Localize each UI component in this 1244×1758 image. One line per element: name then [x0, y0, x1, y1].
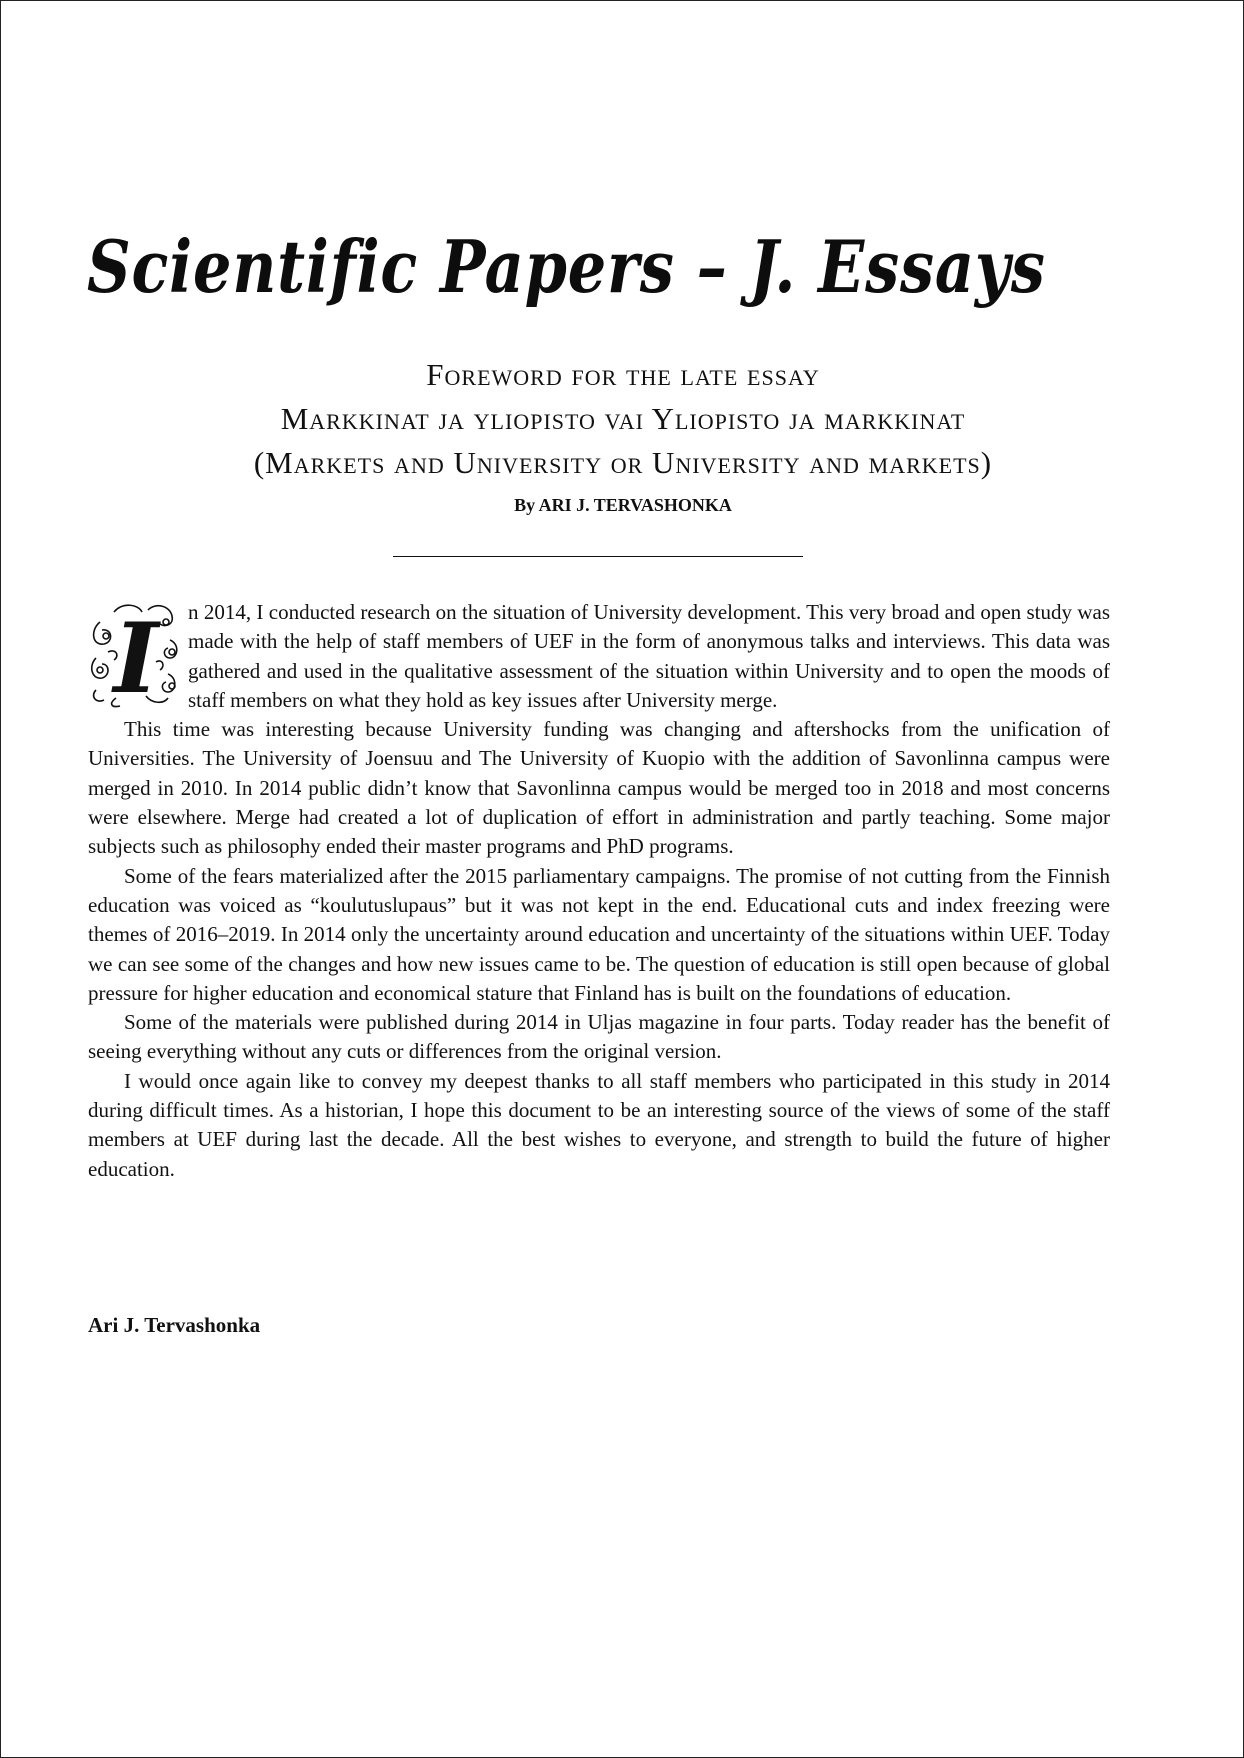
- author-signature: Ari J. Tervashonka: [88, 1313, 261, 1337]
- svg-text:I: I: [113, 602, 159, 708]
- paragraph-3: Some of the fears materialized after the 2015 parliamentary campaigns. The promise of not cutting from the Finnish education was voiced as “koulutuslupaus” but it was not kept in the end. Educational cuts and index freezing were themes of 2016–2019. In 2014 only the uncertainty around education and uncertainty of the situations within UEF. Today we can see some of the changes and how new issues came to be. The question of education is still open because of global pressure for higher education and economical stature that Finland has is built on the foundations of education.: [88, 863, 1110, 1005]
- paragraph-5: I would once again like to convey my deepest thanks to all staff members who participated in this study in 2014 during difficult times. As a historian, I hope this document to be an interesting source of the views of some of the staff members at UEF during last the decade. All the best wishes to everyone, and strength to build the future of higher education.: [88, 1068, 1110, 1181]
- ornamental-dropcap-icon: [86, 600, 182, 708]
- journal-title: Scientific Papers – J. Essays: [87, 224, 1046, 309]
- heading-line-1: Foreword for the late essay: [426, 357, 820, 392]
- heading-divider: [393, 556, 803, 557]
- paragraph-4: Some of the materials were published during 2014 in Uljas magazine in four parts. Today reader has the benefit of seeing everything without any cuts or differences from the original version.: [88, 1010, 1110, 1064]
- heading-line-3: (Markets and University or University and markets): [253, 445, 993, 480]
- paragraph-1-text: n 2014, I conducted research on the situation of University development. This very broad and open study was made with the help of staff members of UEF in the form of anonymous talks and interviews. This data was gathered and used in the qualitative assessment of the situation within University and to open the moods of staff members on what they hold as key issues after University merge.: [188, 600, 1110, 712]
- paragraph-1: [88, 598, 1110, 715]
- byline: By ARI J. TERVASHONKA: [514, 495, 732, 515]
- paragraph-2: This time was interesting because University funding was changing and aftershocks from the unification of Universities. The University of Joensuu and The University of Kuopio with the addition of Savonlinna campus were merged in 2010. In 2014 public didn’t know that Savonlinna campus would be merged too in 2018 and most concerns were elsewhere. Merge had created a lot of duplication of effort in administration and partly teaching. Some major subjects such as philosophy ended their master programs and PhD programs.: [88, 717, 1110, 859]
- article-body: [88, 598, 1110, 1184]
- heading-line-2: Markkinat ja yliopisto vai Yliopisto ja markkinat: [280, 401, 966, 436]
- article-heading: [1, 353, 1244, 517]
